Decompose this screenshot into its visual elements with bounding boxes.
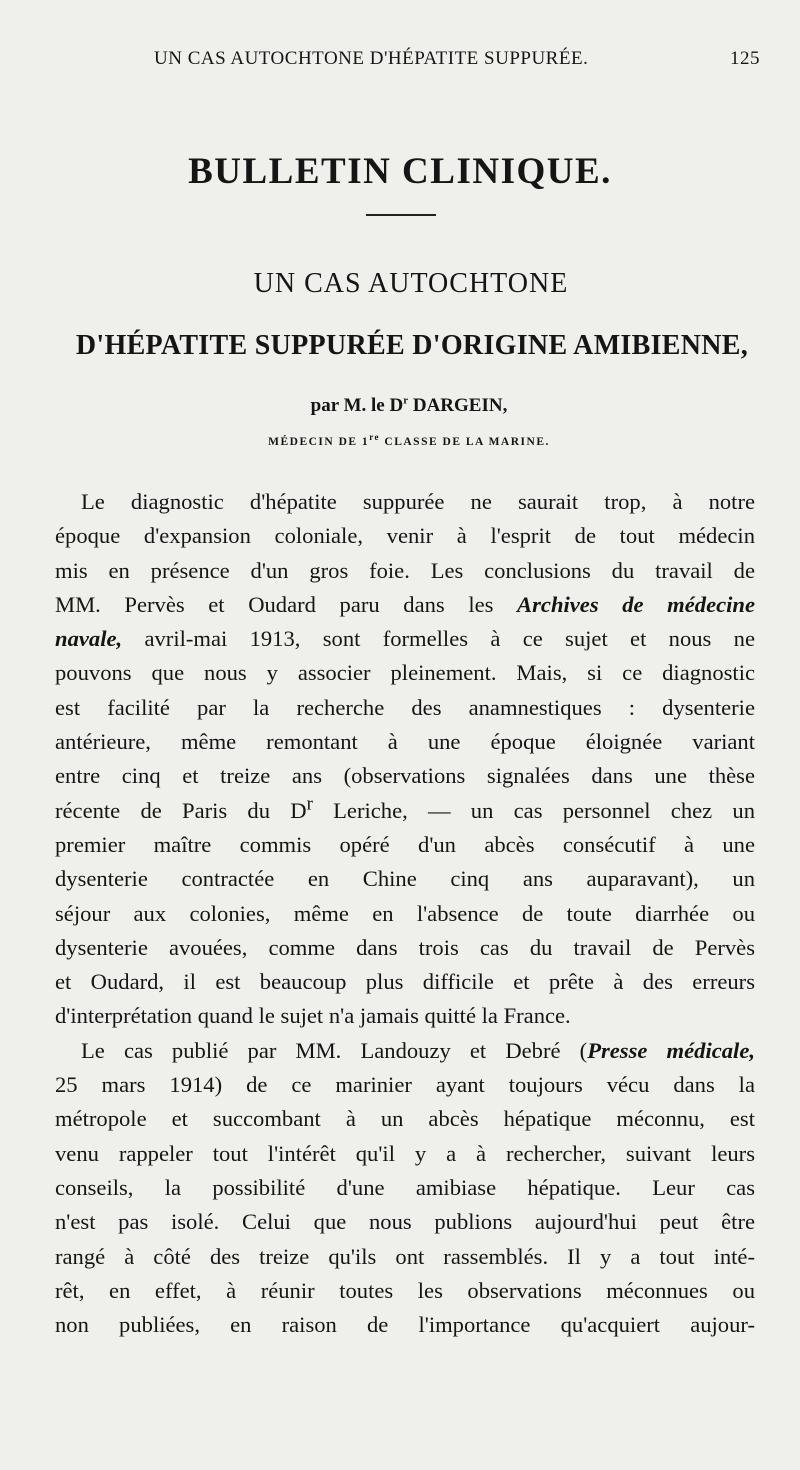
body-line: Le diagnostic d'hépatite suppurée ne saurait trop, à notre xyxy=(81,489,755,514)
affiliation-a: MÉDECIN DE 1 xyxy=(268,436,370,448)
article-body xyxy=(55,485,755,1342)
body-line: 25 mars 1914) de ce marinier ayant toujours vécu dans la xyxy=(55,1072,755,1098)
journal-title-italic: Presse médicale, xyxy=(587,1037,756,1063)
author-byline xyxy=(0,395,800,417)
divider-rule xyxy=(366,214,436,216)
body-line: entre cinq et treize ans (observations signalées dans une thèse xyxy=(55,763,755,789)
body-line: antérieure, même remontant à une époque éloignée variant xyxy=(55,729,755,755)
body-line xyxy=(55,622,755,656)
body-line: rangé à côté des treize qu'ils ont rassemblés. Il y a tout inté- xyxy=(55,1243,755,1269)
body-text: avril-mai 1913, sont formelles à ce sujet et nous ne xyxy=(144,626,755,652)
body-line: époque d'expansion coloniale, venir à l'esprit de tout médecin xyxy=(55,523,755,549)
affiliation-sup: re xyxy=(369,432,381,443)
author-affiliation xyxy=(0,432,800,448)
body-sup: r xyxy=(306,793,313,815)
body-line: n'est pas isolé. Celui que nous publions aujourd'hui peut être xyxy=(55,1209,755,1235)
body-line xyxy=(55,794,755,828)
body-line xyxy=(55,588,755,622)
section-title: BULLETIN CLINIQUE. xyxy=(188,151,612,192)
page-number: 125 xyxy=(730,48,760,69)
body-line xyxy=(55,1034,755,1068)
body-text: Leriche, — un cas personnel chez un xyxy=(333,797,756,823)
affiliation-b: CLASSE DE LA MARINE. xyxy=(384,436,550,448)
body-line: pouvons que nous y associer pleinement. Mais, si ce diagnostic xyxy=(55,660,755,686)
author-name: DARGEIN, xyxy=(412,395,508,416)
body-line: est facilité par la recherche des anamnestiques : dysenterie xyxy=(55,694,755,720)
body-line: mis en présence d'un gros foie. Les conclusions du travail de xyxy=(55,557,755,583)
body-line: premier maître commis opéré d'un abcès consécutif à une xyxy=(55,831,755,857)
body-line: séjour aux colonies, même en l'absence de toute diarrhée ou xyxy=(55,900,755,926)
body-line: d'interprétation quand le sujet n'a jamais quitté la France. xyxy=(55,1003,571,1029)
article-title-line-2: D'HÉPATITE SUPPURÉE D'ORIGINE AMIBIENNE, xyxy=(75,330,749,361)
journal-title-italic: Archives de médecine xyxy=(517,591,755,617)
body-line: dysenterie avouées, comme dans trois cas du travail de Pervès xyxy=(55,934,755,960)
journal-title-italic: navale, xyxy=(55,626,123,652)
body-line: conseils, la possibilité d'une amibiase hépatique. Leur cas xyxy=(55,1174,755,1200)
running-title: UN CAS AUTOCHTONE D'HÉPATITE SUPPURÉE. xyxy=(154,48,589,69)
body-line: dysenterie contractée en Chine cinq ans auparavant), un xyxy=(55,866,755,892)
body-line: métropole et succombant à un abcès hépatique méconnu, est xyxy=(55,1106,755,1132)
body-text: Le cas publié par MM. Landouzy et Debré ( xyxy=(81,1037,588,1063)
article-title-line-1: UN CAS AUTOCHTONE xyxy=(253,268,569,299)
body-text: MM. Pervès et Oudard paru dans les xyxy=(55,591,494,617)
body-line: non publiées, en raison de l'importance qu'acquiert aujour- xyxy=(55,1312,755,1338)
body-line: et Oudard, il est beaucoup plus difficile et prête à des erreurs xyxy=(55,969,755,995)
body-line: venu rappeler tout l'intérêt qu'il y a à rechercher, suivant leurs xyxy=(55,1140,755,1166)
byline-prefix: par M. le D xyxy=(310,395,404,416)
body-text: récente de Paris du D xyxy=(55,797,307,823)
body-line: rêt, en effet, à réunir toutes les observations méconnues ou xyxy=(55,1277,755,1303)
byline-sup: r xyxy=(403,394,409,407)
